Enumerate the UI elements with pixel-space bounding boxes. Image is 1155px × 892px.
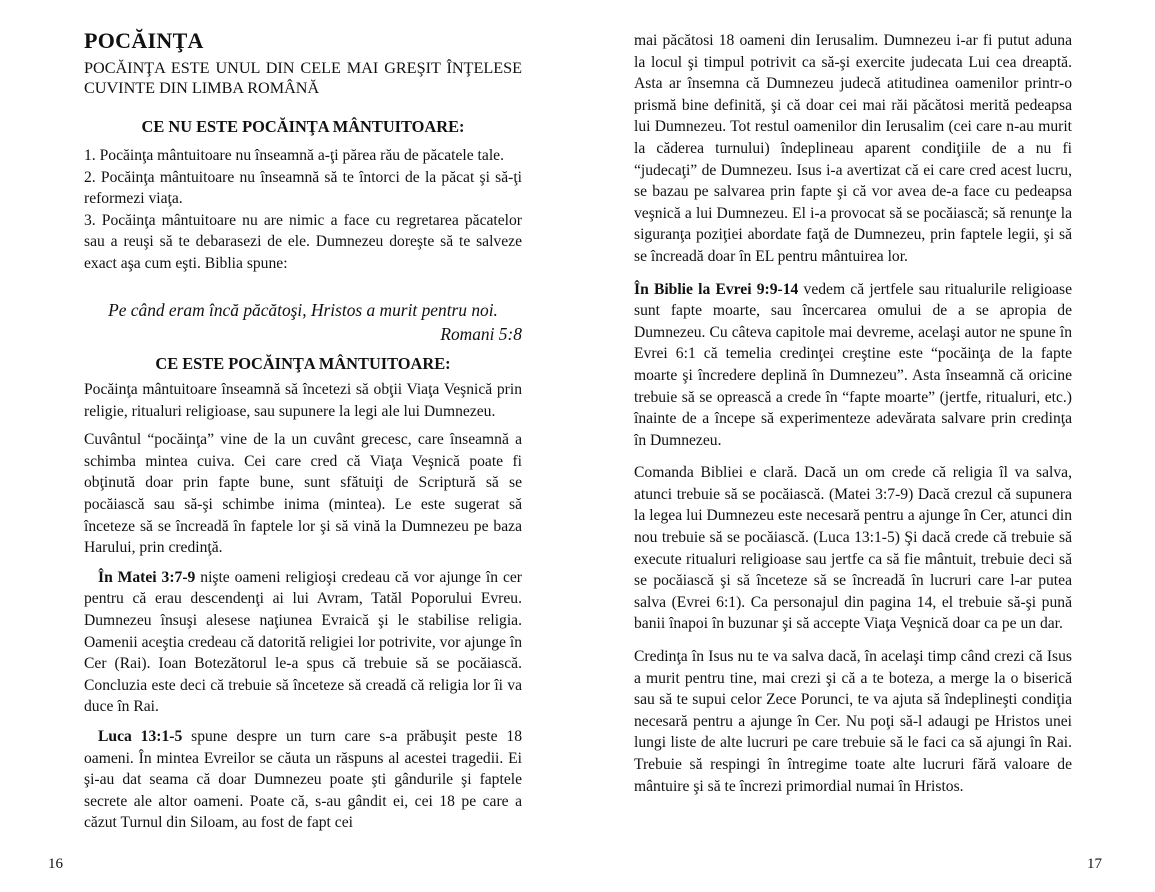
- page-number-right: 17: [1087, 856, 1102, 872]
- scripture-reference: Luca 13:1-5: [98, 727, 183, 745]
- bible-quote: Pe când eram încă păcătoşi, Hristos a murit pentru noi.: [108, 300, 498, 320]
- list-item: 3. Pocăinţa mântuitoare nu are nimic a face cu regretarea păcatelor sau a reuşi să te debarasezi de ele. Dumnezeu doreşte să te salveze exact aşa cum eşti. Biblia spune:: [84, 211, 522, 272]
- paragraph: Cuvântul “pocăinţa” vine de la un cuvânt grecesc, care înseamnă a schimba mintea cuiva. Cei care cred că Viaţa Veşnică poate fi obţinută doar prin fapte bune, sunt sfătuiţi de Scriptură să se pocăiască sau să-şi schimbe inima (mintea). Le este sugerat să înceteze să se încreadă în faptele lor şi să vină la Dumnezeu pe baza Harului, prin credinţă.: [84, 431, 522, 557]
- paragraph: mai păcătosi 18 oameni din Ierusalim. Dumnezeu i-ar fi putut aduna la locul şi timpul potrivit ca să-şi exercite judecata Lui cea dreaptă. Asta ar însemna că Dumnezeu judecă atitudinea oamenilor printr-o prismă bine definită, şi că doar cei mai răi păcătosi merită pedeapsa lui Dumnezeu. Tot restul oamenilor din Ierusalim (cei care n-au murit la căderea turnului) îndeplineau aparent condiţiile de a nu fi “judecaţi” de Dumnezeu. Isus i-a avertizat că ei care cred acest lucru, se bazau pe salvarea prin fapte şi că vor avea de-a face cu pedeapsa veşnică a lui Dumnezeu. El i-a provocat să se pocăiască; să renunţe la siguranţa poziţiei abordate faţă de Dumnezeu, prin faptele legii, şi să se încreadă doar în EL pentru mântuirea lor.: [634, 32, 1072, 265]
- scripture-reference: În Matei 3:7-9: [98, 568, 196, 586]
- paragraph: În Biblie la Evrei 9:9-14 vedem că jertfele sau ritualurile religioase sunt fapte moarte, sau încercarea omului de a se apropia de Dumnezeu. Cu câteva capitole mai devreme, acelaşi autor ne spune în Evrei 6:1 că temelia credinţei creştine este “pocăinţa de la fapte moarte şi încredere deplină în Dumnezeu”. Asta înseamnă că oricine trebuie să se oprească a crede în “fapte moarte” (jertfe, ritualuri, etc.) înainte de a începe să experimenteze adevărata salvare prin credinţa în Dumnezeu.: [634, 280, 1072, 449]
- numbered-list: [84, 145, 522, 275]
- list-item: 1. Pocăinţa mântuitoare nu înseamnă a-ţi părea rău de păcatele tale.: [84, 147, 504, 164]
- section-heading-not: CE NU ESTE POCĂINŢA MÂNTUITOARE:: [141, 117, 465, 136]
- section-heading-is: CE ESTE POCĂINŢA MÂNTUITOARE:: [155, 354, 451, 373]
- paragraph: Credinţa în Isus nu te va salva dacă, în acelaşi timp când crezi că Isus a murit pentru tine, mai crezi şi că a te boteza, a merge la o biserică sau să te supui celor Zece Porunci, te va ajuta să îndeplineşti condiţia necesară pentru a ajunge în Cer. Nu poţi să-l adaugi pe Hristos unei lungi liste de alte lucruri pe care trebuie să le faci ca să ajungi în Rai. Trebuie să respingi în întregime toate alte lucruri fără valoare de mântuire şi să te încrezi primordial numai în Hristos.: [634, 648, 1072, 795]
- page-title: POCĂINŢA: [84, 28, 204, 53]
- list-item: 2. Pocăinţa mântuitoare nu înseamnă să te întorci de la păcat şi să-ţi reformezi viaţa.: [84, 168, 522, 208]
- right-body: [634, 30, 1072, 797]
- paragraph: În Matei 3:7-9 nişte oameni religioşi credeau că vor ajunge în cer pentru că erau descendenţi ai lui Avram, Tatăl Poporului Evreu. Dumnezeu însuşi alesese naţiunea Evraică şi le stabilise religia. Oamenii aceştia credeau că datorită religiei lor potrivite, vor ajunge în Cer (Rai). Ioan Botezătorul le-a spus că trebuie să se pocăiască. Concluzia este deci că trebuie să înceteze să creadă că religia lor îi va duce în Rai.: [84, 568, 522, 716]
- quote-reference: Romani 5:8: [440, 324, 522, 344]
- left-body: [84, 379, 522, 834]
- scripture-reference: În Biblie la Evrei 9:9-14: [634, 280, 799, 298]
- paragraph: Pocăinţa mântuitoare înseamnă să încetezi să obţii Viaţa Veşnică prin religie, ritualuri religioase, sau supunere la legi ale lui Dumnezeu.: [84, 381, 522, 420]
- paragraph: Comanda Bibliei e clară. Dacă un om crede că religia îl va salva, atunci trebuie să se pocăiască. (Matei 3:7-9) Dacă crezul că supunera la legea lui Dumnezeu este necesară pentru a ajunge în Cer, atunci din nou trebuie să se pocăiască. (Luca 13:1-5) Şi dacă crede că trebuie să execute ritualuri religioase sau jertfe ca să fie mântuit, trebuie deci să se pocăiască şi să înceteze să se încreadă în lucruri care l-ar putea salva (Evrei 6:1). Ca personajul din pagina 14, el trebuie să-şi pună banii înapoi în buzunar şi să accepte Viaţa Veşnică doar ca pe un dar.: [634, 464, 1072, 633]
- page-subtitle: POCĂINŢA ESTE UNUL DIN CELE MAI GREŞIT ÎNŢELESE CUVINTE DIN LIMBA ROMÂNĂ: [84, 59, 522, 97]
- page-number-left: 16: [48, 856, 63, 872]
- paragraph: Luca 13:1-5 spune despre un turn care s-a prăbuşit peste 18 oameni. În mintea Evreilor se căuta un răspuns al acestei tragedii. Ei şi-au dat seama că doar Dumnezeu poate şti gândurile şi faptele secrete ale altor oameni. Poate că, s-au gândit ei, cei 18 pe care a căzut Turnul din Siloam, au fost de fapt cei: [84, 727, 522, 832]
